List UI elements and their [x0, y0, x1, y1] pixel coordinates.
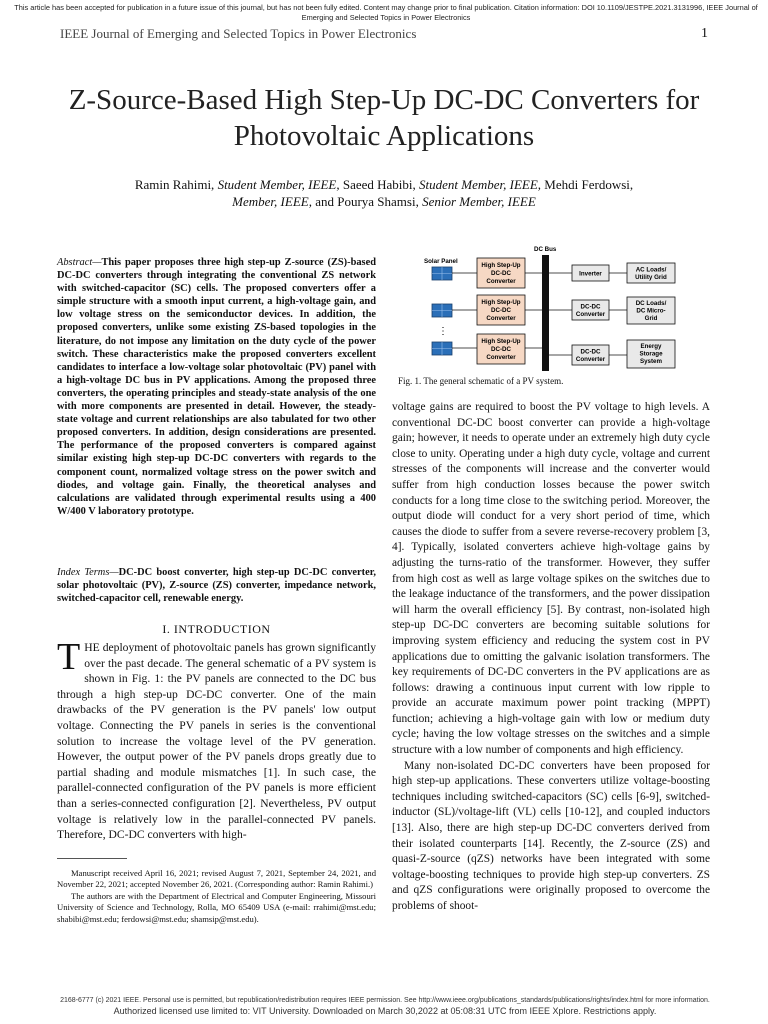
authorized-use-notice: Authorized licensed use limited to: VIT University. Downloaded on March 30,2022 at 05:08:31 UTC from IEEE Xplore. Restrictions apply.: [113, 1006, 657, 1016]
author-membership: Senior Member, IEEE: [422, 194, 536, 209]
section-heading: I. INTRODUCTION: [162, 622, 271, 636]
intro-paragraph: [57, 636, 376, 843]
svg-text:System: System: [639, 358, 663, 365]
paper-title: Z-Source-Based High Step-Up DC-DC Converters for Photovoltaic Applications: [68, 84, 700, 152]
drop-cap: T: [57, 636, 81, 678]
page-number: 1: [701, 26, 708, 41]
svg-text:Storage: Storage: [639, 350, 663, 358]
paragraph: voltage gains are required to boost the PV voltage to high levels. A conventional DC-DC boost converter can provide a high-voltage gain; however, it needs to operate under an extremely high duty cycle close to unity. Operating under a high duty cycle, voltage and current stresses of the components will increase and the converter would suffer from high conduction losses because the power switch conducts for a long time close to the switching period. Moreover, the output diode will conduct for a very short period of time, which causes the diode to suffer from a severe reverse-recovery problem [3, 4]. Typically, isolated converters achieve high-voltage gains by adjusting the turns-ratio of the transformer. However, they suffer from high cost as well as large voltage spikes on the switches due to the leakage inductance of the transformers, and the power dissipation will harm the overall efficiency [5]. By contrast, non-isolated high step-up DC-DC converters are becoming suitable solutions for improving system efficiency and reducing the system cost in PV applications due to omitting the galvanic isolation transformers. The key requirements of DC-DC converters in the PV applications are as follows: drawing a continuous input current with low ripple to provide an accurate maximum power point tracking (MPPT) function; achieving a high-voltage gain with low or medium duty cycle; having the low voltage stresses on the switches and a simple structure with a low number of components and high efficiency.: [392, 401, 710, 757]
author-list: [60, 176, 708, 210]
dc-dc-converter-block: [572, 300, 609, 320]
index-terms-text: DC-DC boost converter, high step-up DC-DC converter, solar photovoltaic (PV), Z-source (ZS) converter, impedance network, switched-capacitor cell, renewable energy.: [57, 567, 376, 605]
journal-name: IEEE Journal of Emerging and Selected Topics in Power Electronics: [60, 26, 417, 41]
dc-dc-converter-block: [572, 345, 609, 365]
abstract-text: This paper proposes three high step-up Z-source (ZS)-based DC-DC converters through integrating the conventional ZS network with switched-capacitor (SC) cells. The proposed converters offer a simple structure with a smooth input current, a high-voltage gain, and low voltage stress on the semiconductor devices. In addition, the proposed converters, unlike some existing ZS-based topologies in the literature, do not impose any limitation on the duty cycle of the power switch. These characteristics make the proposed converters excellent candidates to interface a low-voltage solar photovoltaic (PV) panel with a high-voltage DC bus in PV applications. Among the proposed three converters, the operating principles and steady-state analysis of the one with more components are presented in detail. However, the steady-state voltage and current relationships are also tabulated for two other proposed converters. In addition, design considerations are presented. The performance of the proposed converters is compared against similar existing high step-up DC-DC converters with regards to the component count, normalized voltage stress on the power switch and diodes, and voltage gain. Finally, the theoretical analyses and calculations are validated through experimental results using a 400 W/400 V laboratory prototype.: [57, 257, 376, 517]
solar-panel-label: Solar Panel: [424, 258, 458, 265]
svg-text:DC Loads/: DC Loads/: [635, 300, 667, 307]
step-up-converter-3: [477, 334, 525, 364]
dc-bus-bar: [542, 255, 549, 371]
svg-text:High Step-Up: High Step-Up: [481, 338, 521, 345]
author-membership: Student Member, IEEE,: [217, 177, 340, 192]
author-name: and Pourya Shamsi,: [315, 194, 419, 209]
publication-notice: This article has been accepted for publication in a future issue of this journal, but has not been fully edited. Content may change prior to final publication. Citation information: DOI 10.1109/JESTPE.2021.3131996, IEEE Journal of Emerging and Selected Topics in Power Electronics: [14, 3, 758, 22]
solar-panel-icon: [432, 342, 452, 355]
author-name: Ramin Rahimi,: [134, 177, 215, 192]
svg-text:High Step-Up: High Step-Up: [481, 262, 521, 269]
svg-text:Converter: Converter: [486, 278, 516, 285]
svg-text:DC-DC: DC-DC: [491, 307, 511, 314]
solar-panel-icon: [432, 304, 452, 317]
svg-text:DC-DC: DC-DC: [491, 346, 511, 353]
svg-text:DC Micro-: DC Micro-: [636, 307, 666, 315]
solar-panel-icon: [432, 267, 452, 280]
svg-text:High Step-Up: High Step-Up: [481, 299, 521, 306]
index-terms-lead: Index Terms—: [57, 567, 119, 578]
license-notice: 2168-6777 (c) 2021 IEEE. Personal use is permitted, but republication/redistribution requires IEEE permission. See http://www.ieee.org/publications_standards/publications/rights/index.html for more information.: [60, 997, 710, 1004]
right-column-text: [392, 400, 710, 915]
author-membership: Student Member, IEEE,: [419, 177, 542, 192]
dc-loads-block: [627, 297, 675, 324]
intro-text: HE deployment of photovoltaic panels has grown significantly over the past decade. The general schematic of a PV system is shown in Fig. 1: the PV panels are connected to the DC bus through a high step-up DC-DC converter. One of the main drawbacks of the PV generation is the PV panels' low output voltage. Connecting the PV panels in series is the conventional solution to increase the voltage level of the PV generation. However, the output power of the PV panels drops greatly due to partial shading and module mismatches [1]. In such case, the parallel-connected configuration of the PV panels is more efficient than a series-connected configuration [2]. Nevertheless, PV output voltage is relatively low in the parallel-connected PV panels. Therefore, DC-DC converters with high-: [57, 641, 376, 842]
abstract-lead: Abstract—: [57, 257, 102, 268]
footnote-affiliation: The authors are with the Department of Electrical and Computer Engineering, Missouri University of Science and Technology, Rolla, MO 65409 USA (e-mail: rrahimi@mst.edu; shabibi@mst.edu; ferdowsi@mst.edu; shamsip@mst.edu).: [57, 890, 376, 924]
abstract: [57, 256, 376, 518]
svg-text:Converter: Converter: [486, 315, 516, 322]
inverter-block: [572, 265, 609, 281]
svg-text:Utility Grid: Utility Grid: [635, 274, 667, 281]
footnote-rule: [57, 858, 127, 859]
svg-text:AC Loads/: AC Loads/: [635, 266, 667, 274]
ac-loads-block: [627, 263, 675, 283]
footnote: [57, 868, 376, 925]
step-up-converter-1: [477, 258, 525, 288]
dc-bus-label: DC Bus: [534, 246, 557, 253]
step-up-converter-2: [477, 295, 525, 325]
footnote-manuscript: Manuscript received April 16, 2021; revised August 7, 2021, September 24, 2021, and November 22, 2021; accepted November 26, 2021. (Corresponding author: Ramin Rahimi.): [57, 868, 376, 890]
index-terms: [57, 566, 376, 605]
ellipsis-marker: ⋮: [438, 326, 448, 337]
svg-text:Energy: Energy: [640, 343, 662, 350]
svg-text:DC-DC: DC-DC: [580, 348, 601, 356]
author-membership: Member, IEEE,: [232, 194, 312, 209]
svg-text:DC-DC: DC-DC: [491, 270, 511, 277]
svg-text:Converter: Converter: [575, 356, 606, 363]
figure-caption: Fig. 1. The general schematic of a PV system.: [398, 376, 564, 386]
svg-text:Converter: Converter: [486, 354, 516, 361]
author-name: Saeed Habibi,: [342, 177, 416, 192]
energy-storage-block: [627, 340, 675, 368]
svg-text:Grid: Grid: [644, 315, 658, 322]
pv-system-schematic: [422, 244, 722, 374]
svg-text:Converter: Converter: [575, 311, 606, 318]
svg-text:Inverter: Inverter: [579, 270, 602, 278]
paragraph: Many non-isolated DC-DC converters have been proposed for high step-up applications. These converters utilize voltage-boosting techniques including switched-capacitors (SC) cells [6-9], switched-inductor (SL)/voltage-lift (VL) cells [10-12], and coupled inductors [13]. Also, there are high step-up DC-DC converters derived from their isolated counterparts [14]. Recently, the Z-source (ZS) and quasi-Z-source (qZS) networks have been integrated with some voltage-boosting techniques to provide high step-up converters. ZS and qZS configurations were originally proposed to overcome the problems of shoot-: [392, 759, 710, 912]
svg-text:DC-DC: DC-DC: [580, 303, 601, 311]
author-name: Mehdi Ferdowsi,: [544, 177, 634, 192]
